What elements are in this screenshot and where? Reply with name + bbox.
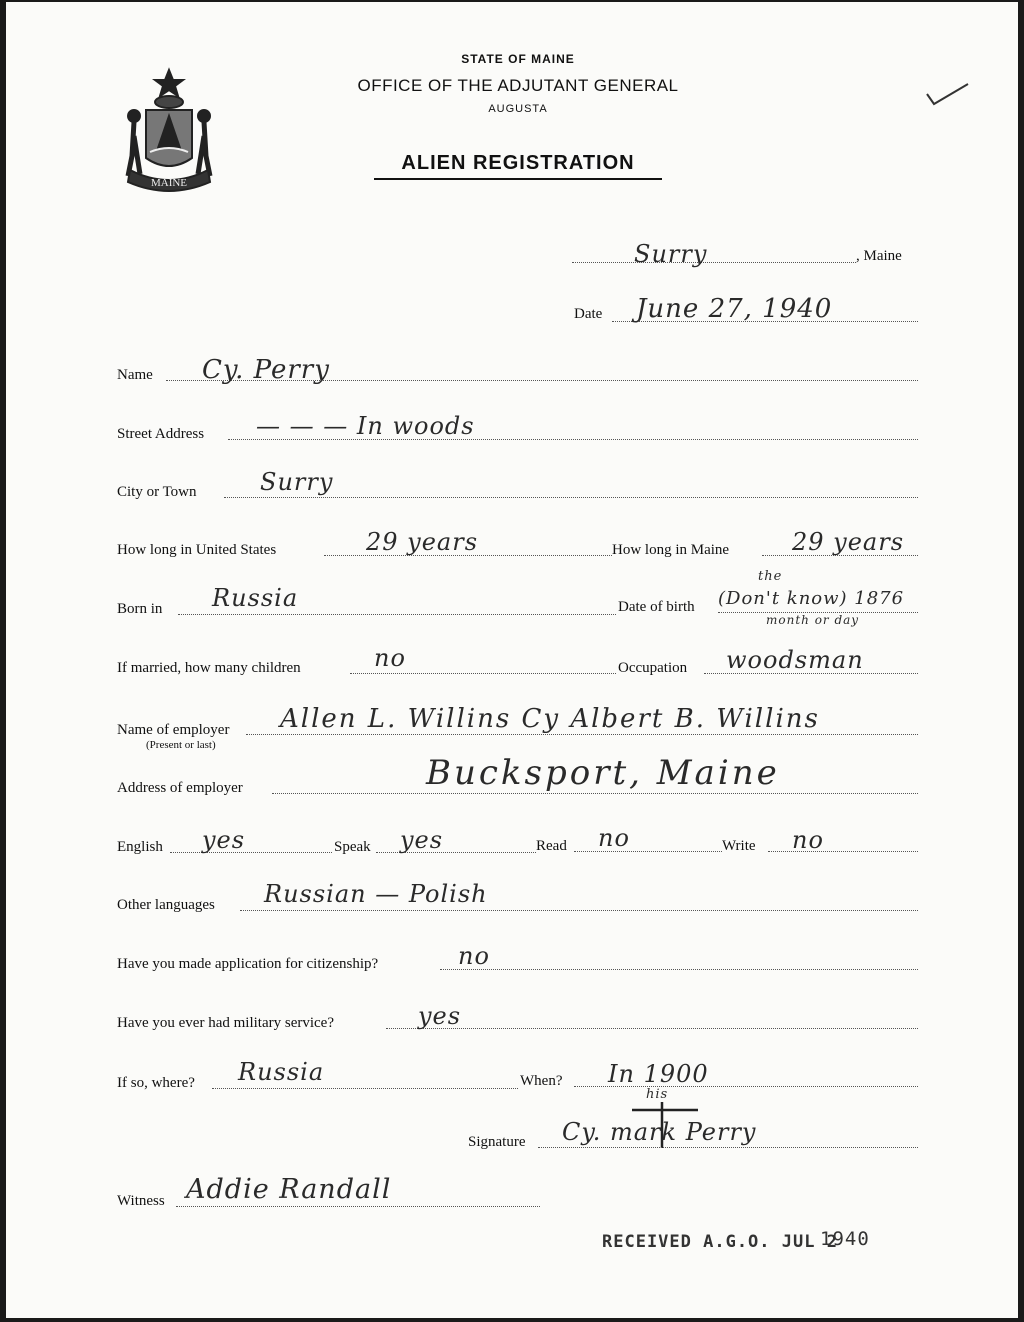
dob-note-above: the [758, 569, 783, 584]
citizenship-label: Have you made application for citizenship? [117, 956, 379, 972]
place-suffix: , Maine [856, 248, 902, 264]
when-label: When? [520, 1073, 563, 1089]
state-heading: STATE OF MAINE [461, 52, 575, 66]
english-value: yes [202, 826, 246, 854]
state-seal-icon [114, 66, 224, 194]
place-value: Surry [634, 240, 708, 268]
how-long-maine-label: How long in Maine [612, 542, 730, 558]
employer-value: Allen L. Willins Cy Albert B. Willins [280, 704, 820, 734]
registration-form [6, 2, 1018, 1318]
citizenship-value: no [458, 942, 490, 970]
speak-value: yes [400, 826, 444, 854]
signature-label: Signature [468, 1134, 526, 1150]
city-value: Surry [260, 468, 334, 496]
check-mark-icon [924, 80, 970, 110]
how-long-us-label: How long in United States [117, 542, 277, 558]
street-label: Street Address [117, 426, 205, 442]
born-in-label: Born in [117, 601, 163, 617]
read-label: Read [536, 838, 567, 854]
military-label: Have you ever had military service? [117, 1015, 334, 1031]
title-underline [374, 178, 662, 180]
city-heading: AUGUSTA [488, 103, 548, 115]
other-languages-label: Other languages [117, 897, 215, 913]
speak-label: Speak [334, 839, 371, 855]
born-in-value: Russia [212, 584, 299, 612]
witness-label: Witness [117, 1193, 165, 1209]
employer-sublabel: (Present or last) [146, 739, 216, 751]
office-heading: OFFICE OF THE ADJUTANT GENERAL [357, 76, 679, 95]
signature-mark-label: his [646, 1087, 669, 1102]
children-value: no [374, 644, 406, 672]
when-value: In 1900 [608, 1060, 709, 1088]
employer-address-label: Address of employer [117, 780, 243, 796]
name-value: Cy. Perry [202, 355, 330, 385]
english-label: English [117, 839, 163, 855]
children-label: If married, how many children [117, 660, 301, 676]
where-value: Russia [238, 1058, 325, 1086]
signature-value: Cy. mark Perry [562, 1118, 757, 1146]
read-value: no [598, 824, 630, 852]
other-languages-value: Russian — Polish [264, 880, 488, 908]
received-stamp: RECEIVED A.G.O. JUL 2 [602, 1232, 838, 1252]
employer-label: Name of employer [117, 722, 230, 738]
city-label: City or Town [117, 484, 197, 500]
write-value: no [792, 826, 824, 854]
where-label: If so, where? [117, 1075, 195, 1091]
received-stamp-year: 1940 [820, 1228, 870, 1250]
date-of-birth-value: (Don't know) 1876 [718, 588, 905, 609]
employer-address-value: Bucksport, Maine [426, 753, 780, 793]
name-label: Name [117, 367, 153, 383]
witness-value: Addie Randall [186, 1174, 392, 1205]
form-title: ALIEN REGISTRATION [401, 152, 635, 174]
date-label: Date [574, 306, 603, 322]
date-value: June 27, 1940 [636, 294, 833, 324]
occupation-value: woodsman [726, 646, 864, 674]
svg-text:MAINE: MAINE [150, 177, 188, 189]
how-long-maine-value: 29 years [792, 528, 905, 556]
write-label: Write [722, 838, 756, 854]
occupation-label: Occupation [618, 660, 688, 676]
how-long-us-value: 29 years [366, 528, 479, 556]
street-value: — — — In woods [256, 412, 475, 440]
date-of-birth-label: Date of birth [618, 599, 695, 615]
military-value: yes [418, 1002, 462, 1030]
dob-note-below: month or day [766, 613, 860, 627]
